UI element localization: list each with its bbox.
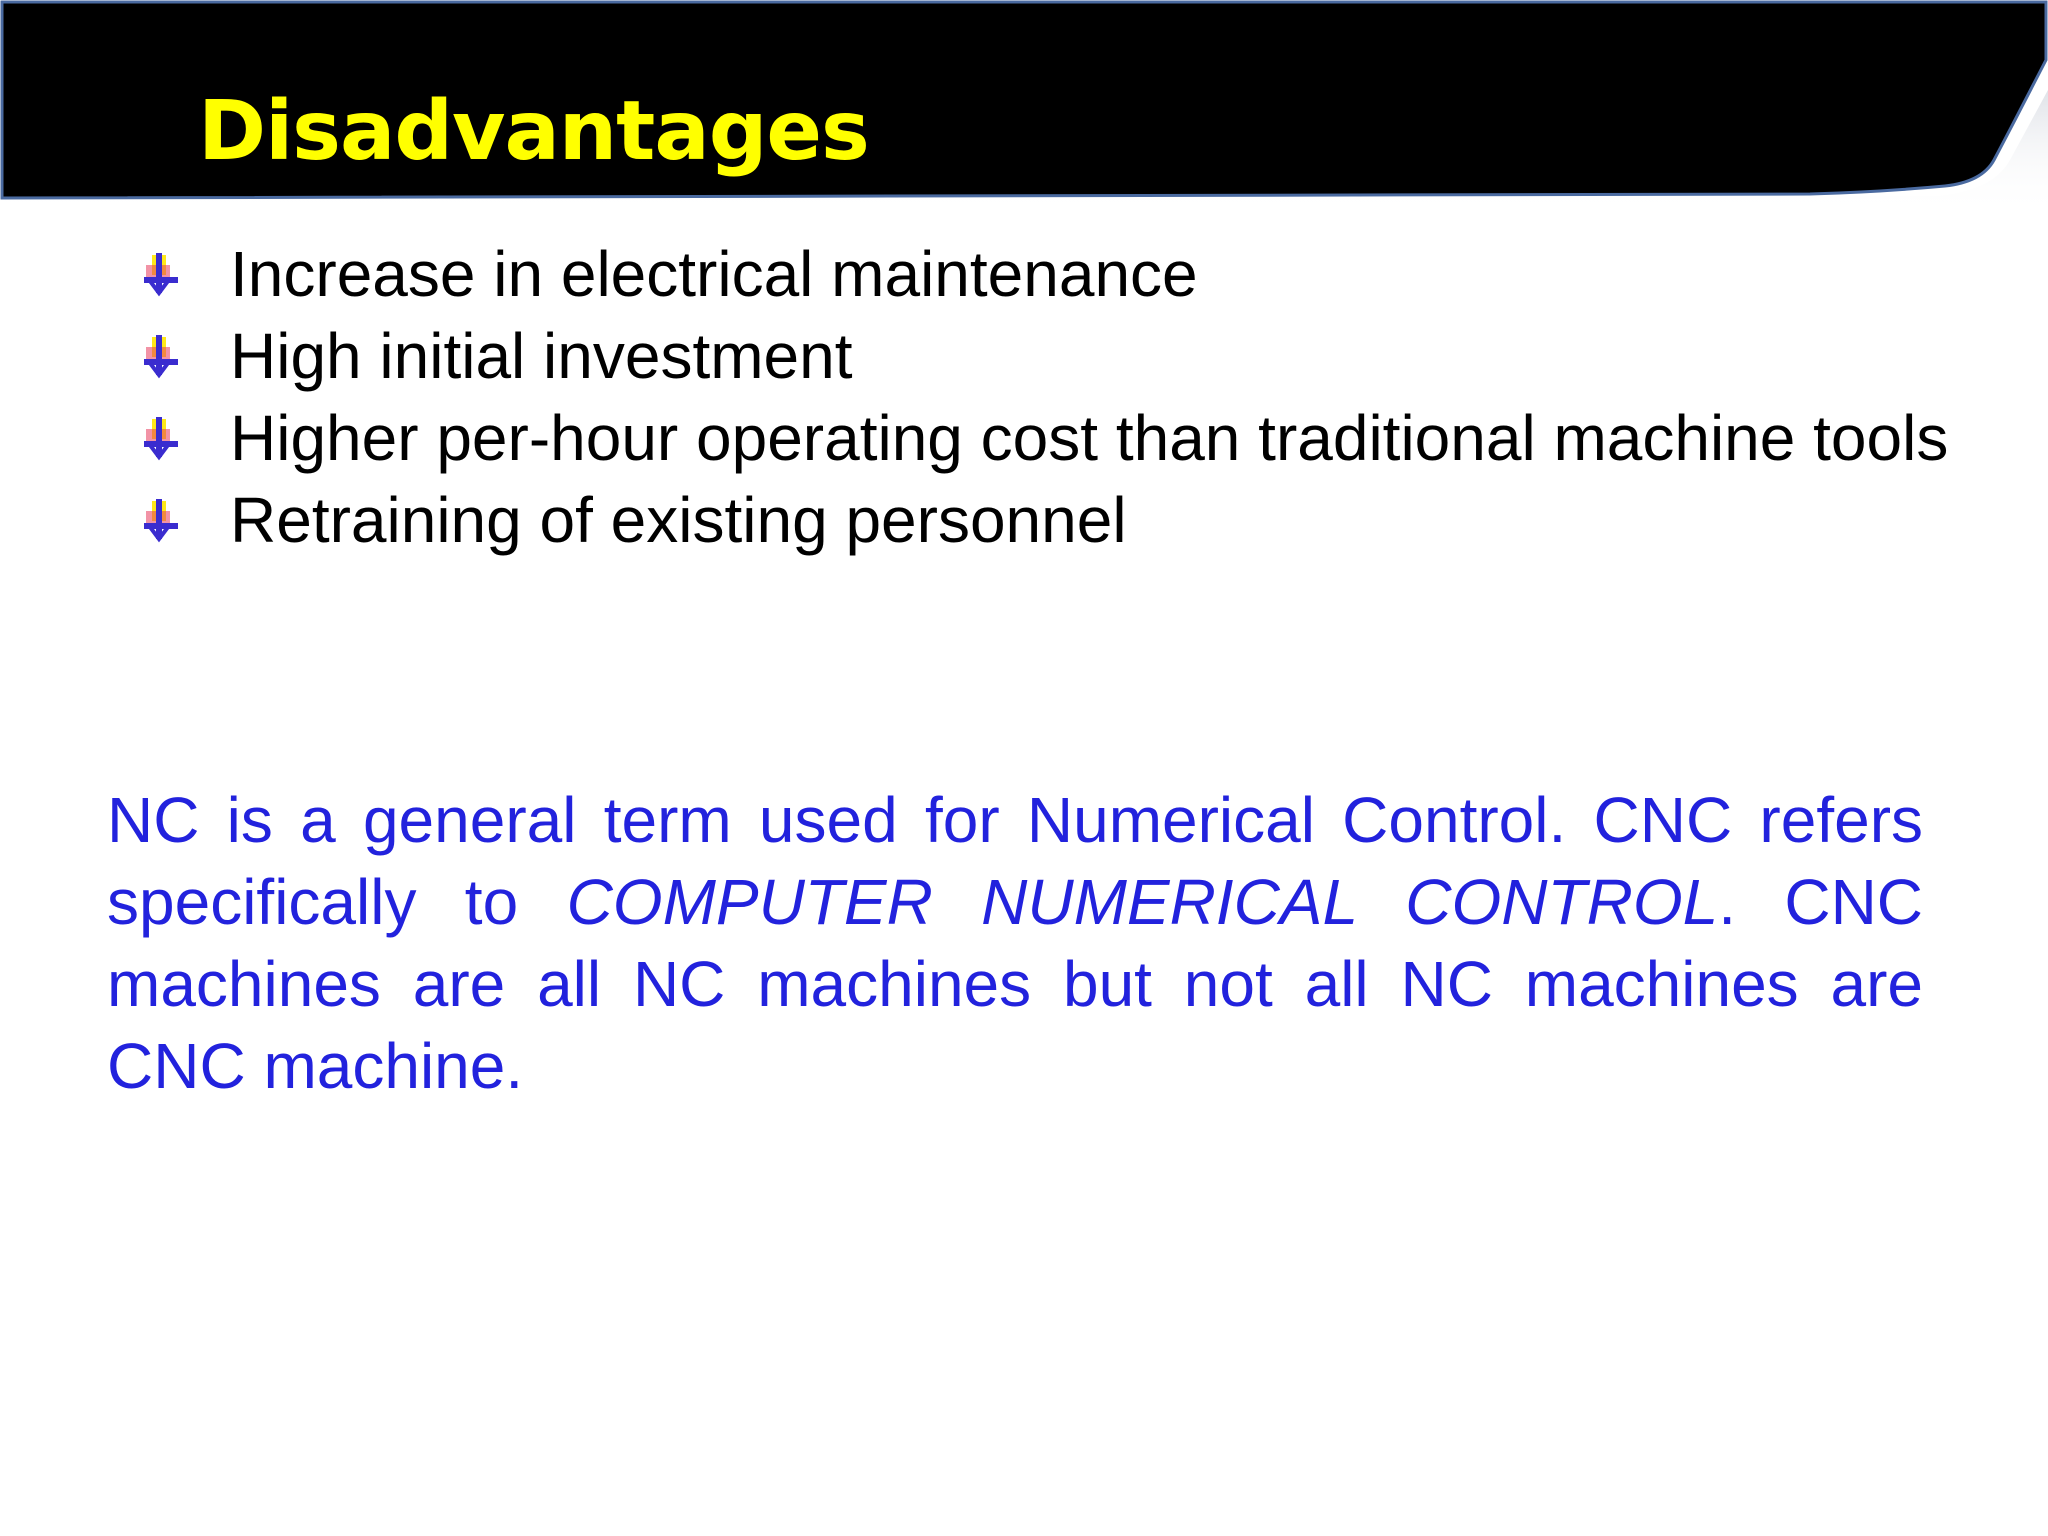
title-bar — [0, 0, 2048, 215]
bullet-item — [140, 233, 1960, 315]
bullet-text: Higher per-hour operating cost than traditional machine tools — [230, 402, 1949, 474]
arrow-down-icon — [140, 251, 186, 297]
arrow-down-icon — [140, 497, 186, 543]
bullet-item — [140, 315, 1960, 397]
slide-title: Disadvantages — [198, 84, 869, 179]
nc-cnc-note — [107, 779, 1923, 1107]
bullet-item — [140, 479, 1960, 561]
bullet-text: High initial investment — [230, 320, 853, 392]
arrow-down-icon — [140, 333, 186, 379]
note-emphasis: COMPUTER NUMERICAL CONTROL — [566, 866, 1719, 938]
bullet-text: Increase in electrical maintenance — [230, 238, 1198, 310]
bullet-list — [140, 233, 1960, 561]
bullet-text: Retraining of existing personnel — [230, 484, 1127, 556]
note-text-before: NC is a general term used for Numerical Control. CNC refers specifically to — [107, 784, 1923, 938]
note-text-after: . CNC machines are all NC machines but not all NC machines are CNC machine. — [107, 866, 1924, 1102]
arrow-down-icon — [140, 415, 186, 461]
bullet-item — [140, 397, 1960, 479]
